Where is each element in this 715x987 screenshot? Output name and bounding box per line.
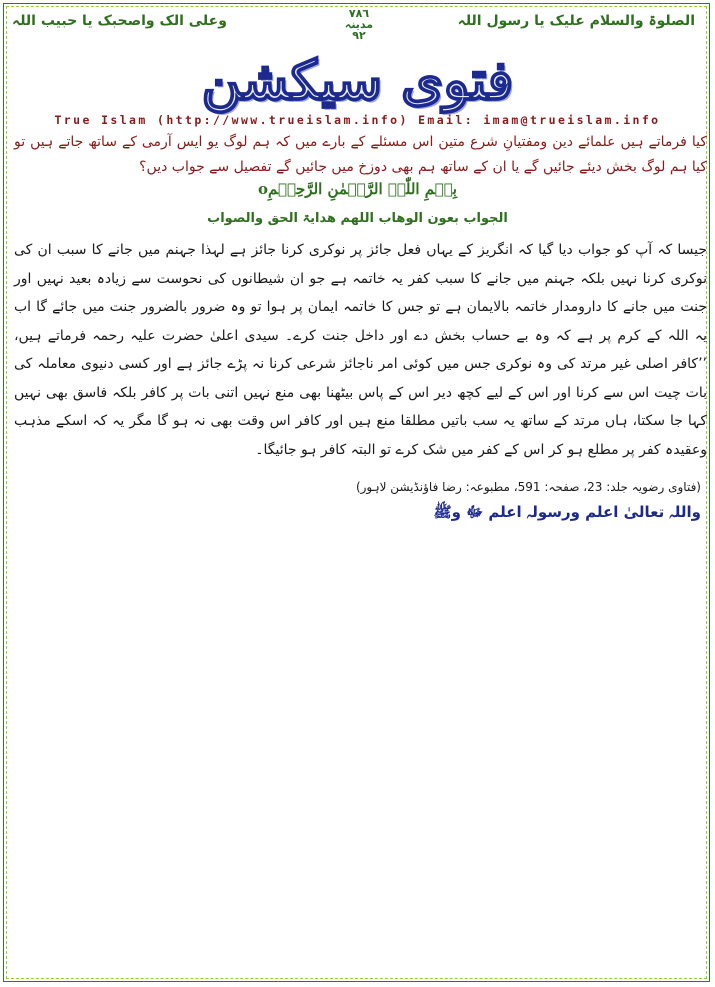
header-center-mark xyxy=(334,8,384,41)
page-title: فتوی سیکشن xyxy=(201,48,514,112)
bismillah: بِسۡمِ اللّٰہِ الرَّحۡمٰنِ الرَّحِیۡمِo xyxy=(258,180,457,198)
answer-heading: الجواب بعون الوھاب اللھم ھدایۃ الحق والصواب xyxy=(207,211,508,226)
site-info-line: True Islam (http://www.trueislam.info) Email: imam@trueislam.info xyxy=(54,113,661,127)
question-text: کیا فرماتے ہیں علمائے دین ومفتیانِ شرع متین اس مسئلے کے بارے میں کہ ہم لوگ یو ایس آرمی کے ساتھ جاتے ہیں تو کیا ہم لوگ بخش دیئے جائیں گے یا ان کے ساتھ ہم بھی دوزخ میں جائیں گے تفصیل سے جواب دیں؟ xyxy=(14,134,707,175)
header-center-number-bottom: ٩٢ xyxy=(352,29,366,42)
header-center-word: مدینہ xyxy=(344,18,374,31)
answer-body: جیسا کہ آپ کو جواب دیا گیا کہ انگریز کے یہاں فعل جائز پر نوکری کرنا جائز ہے لہذا جہنم میں جانے کا سبب ان کی نوکری کرنا نہیں بلکہ جہنم میں جانے کا سبب کفر یہ خاتمہ ہے جو ان شیطانوں کی نحوست سے زیادہ بعید نہیں اور جنت میں جانے کا دارومدار خاتمہ بالایمان ہے تو جس کا خاتمہ ایمان پر ہوا تو وہ ضرور بالضرور جنت میں جائے گا اب یہ اللہ کے کرم پر ہے کہ وہ بے حساب بخش دے اور داخل جنت کرے۔ سیدی اعلیٰ حضرت علیہ رحمہ فرماتے ہیں، ’’کافر اصلی غیر مرتد کی وہ نوکری جس میں کوئی امر ناجائز شرعی کرنا نہ پڑے جائز ہے اور کسی دنیوی معاملہ کی بات چیت اس سے کرنا اور اس کے لیے کچھ دیر اس کے پاس بیٹھنا بھی منع نہیں اتنی بات پر کافر بلکہ فاسق بھی نہیں کہا جا سکتا، ہاں مرتد کے ساتھ یہ سب باتیں مطلقا منع ہیں اور کافر اس وقت بھی نہ ہو گا مگر یہ کہ اسکے مذہب وعقیدہ کفر پر مطلع ہو کر اس کے کفر میں شک کرے تو البتہ کافر ہو جائیگا۔ xyxy=(14,242,707,458)
header-salutation-left: وعلی الک واصحبک یا حبیب اللہ xyxy=(12,13,227,29)
header-center-number-top: ٧٨٦ xyxy=(348,7,370,20)
closing-phrase: واللہ تعالیٰ اعلم ورسولہ اعلم ﷻ وﷺ xyxy=(433,503,701,521)
header-salutation-right: الصلوۃ والسلام علیک یا رسول اللہ xyxy=(457,13,695,29)
reference-citation: (فتاوی رضویہ جلد: 23، صفحہ: 591، مطبوعہ: رضا فاؤنڈیشن لاہور) xyxy=(355,480,701,494)
